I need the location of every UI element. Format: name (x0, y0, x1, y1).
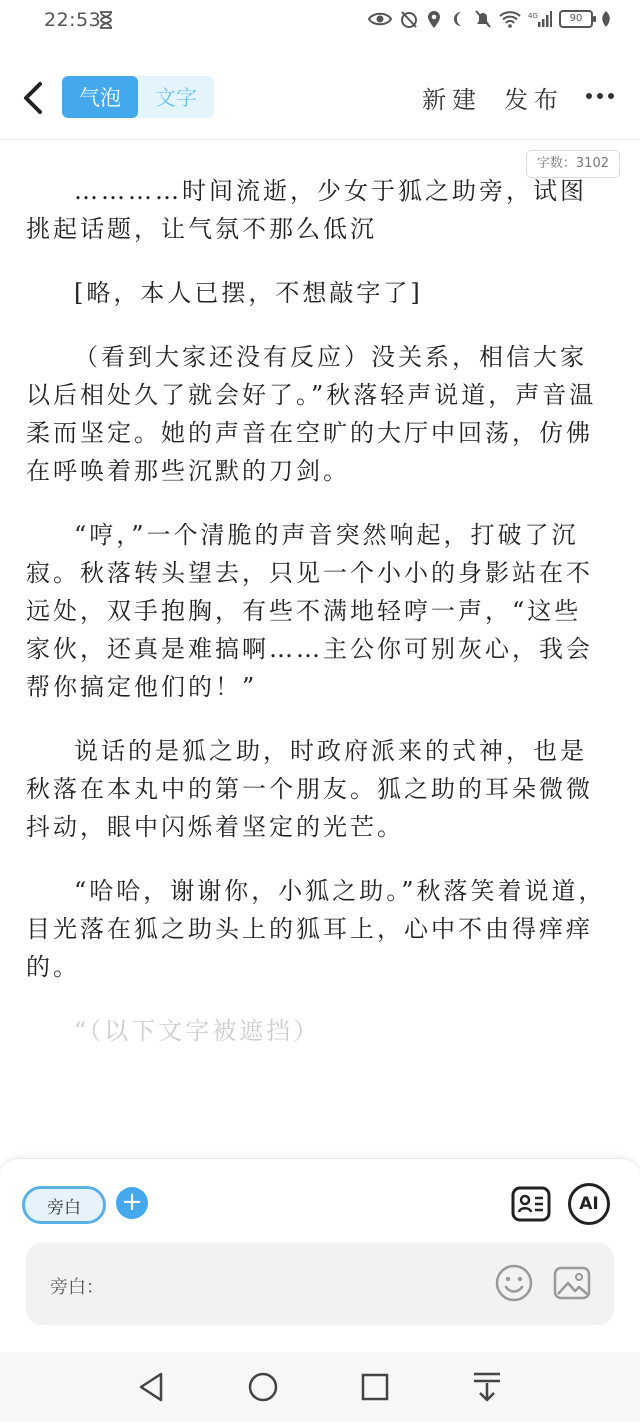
location-icon (426, 9, 442, 29)
story-content[interactable] (26, 172, 606, 1076)
nav-menu-down-icon[interactable] (470, 1370, 504, 1404)
nav-home-icon[interactable] (246, 1370, 280, 1404)
back-chevron-icon[interactable] (18, 78, 48, 118)
bell-off-icon (474, 9, 492, 29)
svg-text:4G: 4G (528, 12, 538, 20)
add-role-button[interactable]: + (116, 1187, 148, 1219)
story-paragraph: “哼，”一个清脆的声音突然响起，打破了沉寂。秋落转头望去，只见一个小小的身影站在不远处，双手抱胸，有些不满地轻哼一声，“这些家伙，还真是难搞啊……主公你可别灰心，我会帮你搞定他们的！” (26, 521, 593, 701)
story-paragraph: “哈哈，谢谢你，小狐之助。”秋落笑着说道，目光落在狐之助头上的狐耳上，心中不由得痒痒的。 (26, 877, 606, 981)
image-icon[interactable] (552, 1263, 592, 1303)
smiley-icon[interactable] (494, 1263, 534, 1303)
hourglass-icon (99, 11, 113, 29)
story-paragraph: …………时间流逝，少女于狐之助旁，试图挑起话题，让气氛不那么低沉 (26, 177, 587, 243)
word-count-badge: 字数：3102 (526, 150, 620, 178)
input-role-label: 旁白： (50, 1277, 104, 1298)
role-chip-narrator[interactable]: 旁白 (22, 1186, 106, 1224)
story-paragraph-cut: “（以下文字被遮挡） (74, 1017, 321, 1045)
new-button[interactable]: 新建 (422, 86, 482, 114)
mode-switch (62, 76, 214, 118)
publish-button[interactable]: 发布 (504, 86, 564, 114)
tab-bubble[interactable]: 气泡 (62, 76, 138, 118)
composer-panel (0, 1158, 640, 1352)
more-options-icon[interactable] (586, 86, 616, 106)
wifi-icon (499, 10, 521, 28)
battery-icon: 90 (559, 10, 593, 28)
status-time: 22:53 (44, 9, 102, 31)
status-bar (0, 0, 640, 40)
eye-icon (368, 11, 392, 27)
composer-input-box (26, 1243, 614, 1325)
signal-icon (528, 10, 552, 28)
story-paragraph: （看到大家还没有反应）没关系，相信大家以后相处久了就会好了。”秋落轻声说道，声音温柔而坚定。她的声音在空旷的大厅中回荡，仿佛在呼唤着那些沉默的刀剑。 (26, 343, 597, 485)
alarm-off-icon (399, 9, 419, 29)
moon-icon (449, 10, 467, 28)
system-nav-bar (0, 1352, 640, 1422)
tab-text[interactable]: 文字 (155, 86, 197, 110)
nav-recent-icon[interactable] (358, 1370, 392, 1404)
story-paragraph: 说话的是狐之助，时政府派来的式神，也是秋落在本丸中的第一个朋友。狐之助的耳朵微微抖动，眼中闪烁着坚定的光芒。 (26, 737, 593, 841)
role-list-icon[interactable] (510, 1183, 552, 1225)
message-input[interactable] (106, 1265, 486, 1303)
status-icons (368, 9, 612, 29)
ai-button[interactable]: AI (568, 1183, 610, 1225)
top-app-bar (0, 60, 640, 140)
nav-back-icon[interactable] (135, 1370, 169, 1404)
leaf-icon (600, 10, 612, 28)
story-paragraph: [略，本人已摆，不想敲字了] (74, 279, 423, 307)
